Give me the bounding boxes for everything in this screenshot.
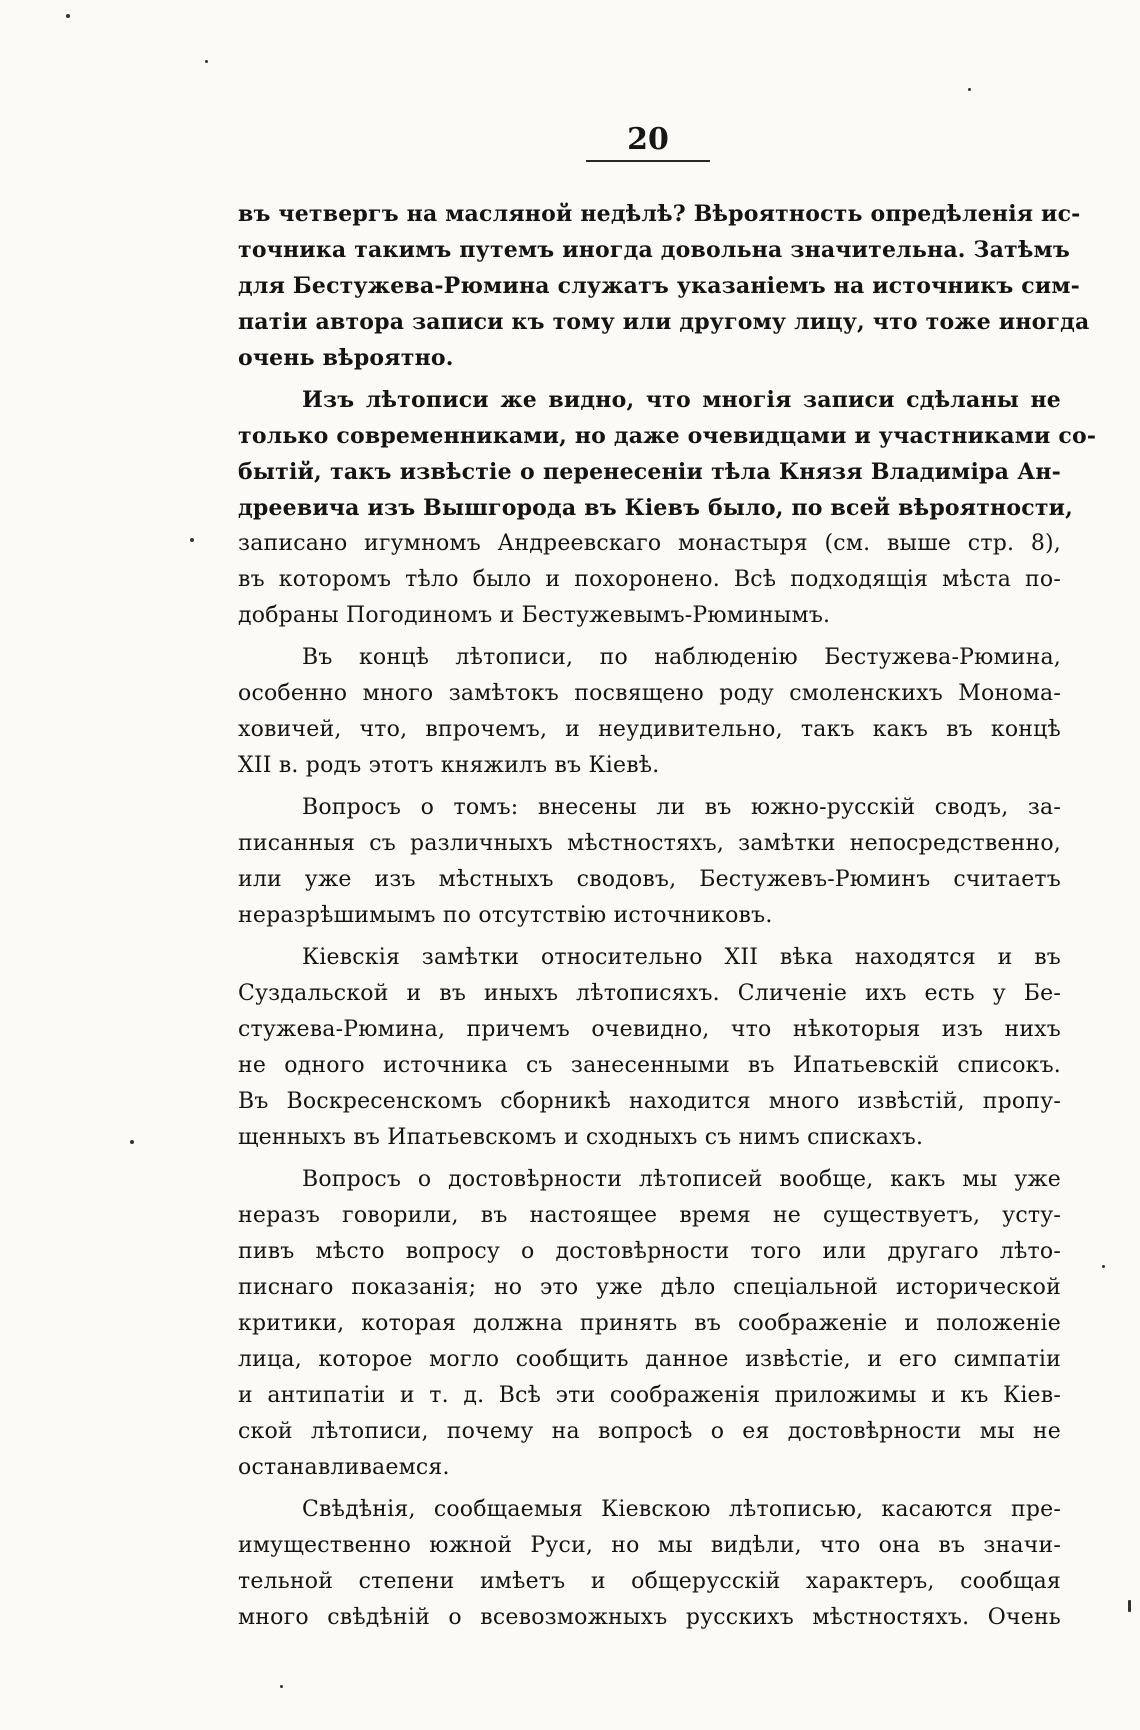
scan-speck — [280, 1685, 283, 1688]
text-line: въ которомъ тѣло было и похоронено. Всѣ подходящія мѣста по- — [238, 567, 1061, 592]
paragraph-3 — [238, 640, 1061, 784]
page-header — [568, 122, 728, 162]
text-line: критики, которая должна принять въ соображеніе и положеніе — [238, 1311, 1061, 1336]
text-line: Изъ лѣтописи же видно, что многія записи сдѣланы не — [302, 387, 1061, 413]
text-line: щенныхъ въ Ипатьевскомъ и сходныхъ съ нимъ спискахъ. — [238, 1125, 924, 1150]
body-text — [238, 196, 1097, 1636]
text-line: добраны Погодиномъ и Бестужевымъ-Рюминымъ. — [238, 603, 831, 628]
scan-speck — [190, 538, 194, 542]
text-line: очень вѣроятно. — [238, 345, 454, 371]
text-line: много свѣдѣній о всевозможныхъ русскихъ мѣстностяхъ. Очень — [238, 1605, 1061, 1630]
text-line: Вопросъ о томъ: внесены ли въ южно-русскій сводъ, за- — [302, 795, 1061, 820]
text-line: стужева-Рюмина, причемъ очевидно, что нѣкоторыя изъ нихъ — [238, 1017, 1061, 1042]
paragraph-2 — [238, 382, 1097, 634]
scan-speck — [1128, 1600, 1131, 1612]
text-line: и антипатіи и т. д. Всѣ эти соображенія приложимы и къ Кіев- — [238, 1383, 1061, 1408]
text-line: бытій, такъ извѣстіе о перенесеніи тѣла Князя Владиміра Ан- — [238, 459, 1061, 485]
text-line: дреевича изъ Вышгорода въ Кіевъ было, по всей вѣроятности, — [238, 495, 1074, 521]
scan-speck — [205, 60, 208, 63]
header-rule — [586, 160, 710, 162]
text-line: не одного источника съ занесенными въ Ипатьевскій списокъ. — [238, 1053, 1061, 1078]
paragraph-6 — [238, 1162, 1061, 1486]
text-line: имущественно южной Руси, но мы видѣли, что она въ значи- — [238, 1533, 1061, 1558]
text-line: писнаго показанія; но это уже дѣло спеціальной исторической — [238, 1275, 1061, 1300]
text-line: Суздальской и въ иныхъ лѣтописяхъ. Сличеніе ихъ есть у Бе- — [238, 981, 1061, 1006]
text-line: особенно много замѣтокъ посвящено роду смоленскихъ Монома- — [238, 681, 1061, 706]
text-line: или уже изъ мѣстныхъ сводовъ, Бестужевъ-Рюминъ считаетъ — [238, 867, 1061, 892]
text-line: Въ Воскресенскомъ сборникѣ находится много извѣстій, пропу- — [238, 1089, 1061, 1114]
scan-speck — [1102, 1265, 1105, 1268]
text-line: записано игумномъ Андреевскаго монастыря (см. выше стр. 8), — [238, 531, 1061, 556]
scan-speck — [130, 1140, 134, 1144]
text-line: точника такимъ путемъ иногда довольна значительна. Затѣмъ — [238, 237, 1070, 263]
text-line: Въ концѣ лѣтописи, по наблюденію Бестужева-Рюмина, — [302, 645, 1061, 670]
paragraph-4 — [238, 790, 1061, 934]
text-line: неразъ говорили, въ настоящее время не существуетъ, усту- — [238, 1203, 1061, 1228]
paragraph-1 — [238, 196, 1090, 376]
page-number: 20 — [627, 122, 669, 157]
text-line: патіи автора записи къ тому или другому лицу, что тоже иногда — [238, 309, 1090, 335]
text-line: ховичей, что, впрочемъ, и неудивительно, такъ какъ въ концѣ — [238, 717, 1061, 742]
text-line: неразрѣшимымъ по отсутствію источниковъ. — [238, 903, 773, 928]
text-line: останавливаемся. — [238, 1455, 450, 1480]
text-line: Вопросъ о достовѣрности лѣтописей вообще, какъ мы уже — [302, 1167, 1061, 1192]
text-line: писанныя съ различныхъ мѣстностяхъ, замѣтки непосредственно, — [238, 831, 1061, 856]
text-line: въ четвергъ на масляной недѣлѣ? Вѣроятность опредѣленія ис- — [238, 201, 1081, 227]
text-line: пивъ мѣсто вопросу о достовѣрности того или другаго лѣто- — [238, 1239, 1061, 1264]
text-line: Кіевскія замѣтки относительно XII вѣка находятся и въ — [302, 945, 1061, 970]
text-line: ской лѣтописи, почему на вопросѣ о ея достовѣрности мы не — [238, 1419, 1061, 1444]
paragraph-7 — [238, 1492, 1061, 1636]
text-line: тельной степени имѣетъ и общерусскій характеръ, сообщая — [238, 1569, 1061, 1594]
text-line: только современниками, но даже очевидцами и участниками со- — [238, 423, 1097, 449]
text-line: XII в. родъ этотъ княжилъ въ Кіевѣ. — [238, 753, 660, 778]
text-line: Свѣдѣнія, сообщаемыя Кіевскою лѣтописью, касаются пре- — [302, 1497, 1061, 1522]
scan-speck — [968, 88, 971, 91]
paragraph-5 — [238, 940, 1061, 1156]
scan-speck — [66, 14, 70, 18]
text-line: лица, которое могло сообщить данное извѣстіе, и его симпатіи — [238, 1347, 1061, 1372]
text-line: для Бестужева-Рюмина служатъ указаніемъ на источникъ сим- — [238, 273, 1081, 299]
